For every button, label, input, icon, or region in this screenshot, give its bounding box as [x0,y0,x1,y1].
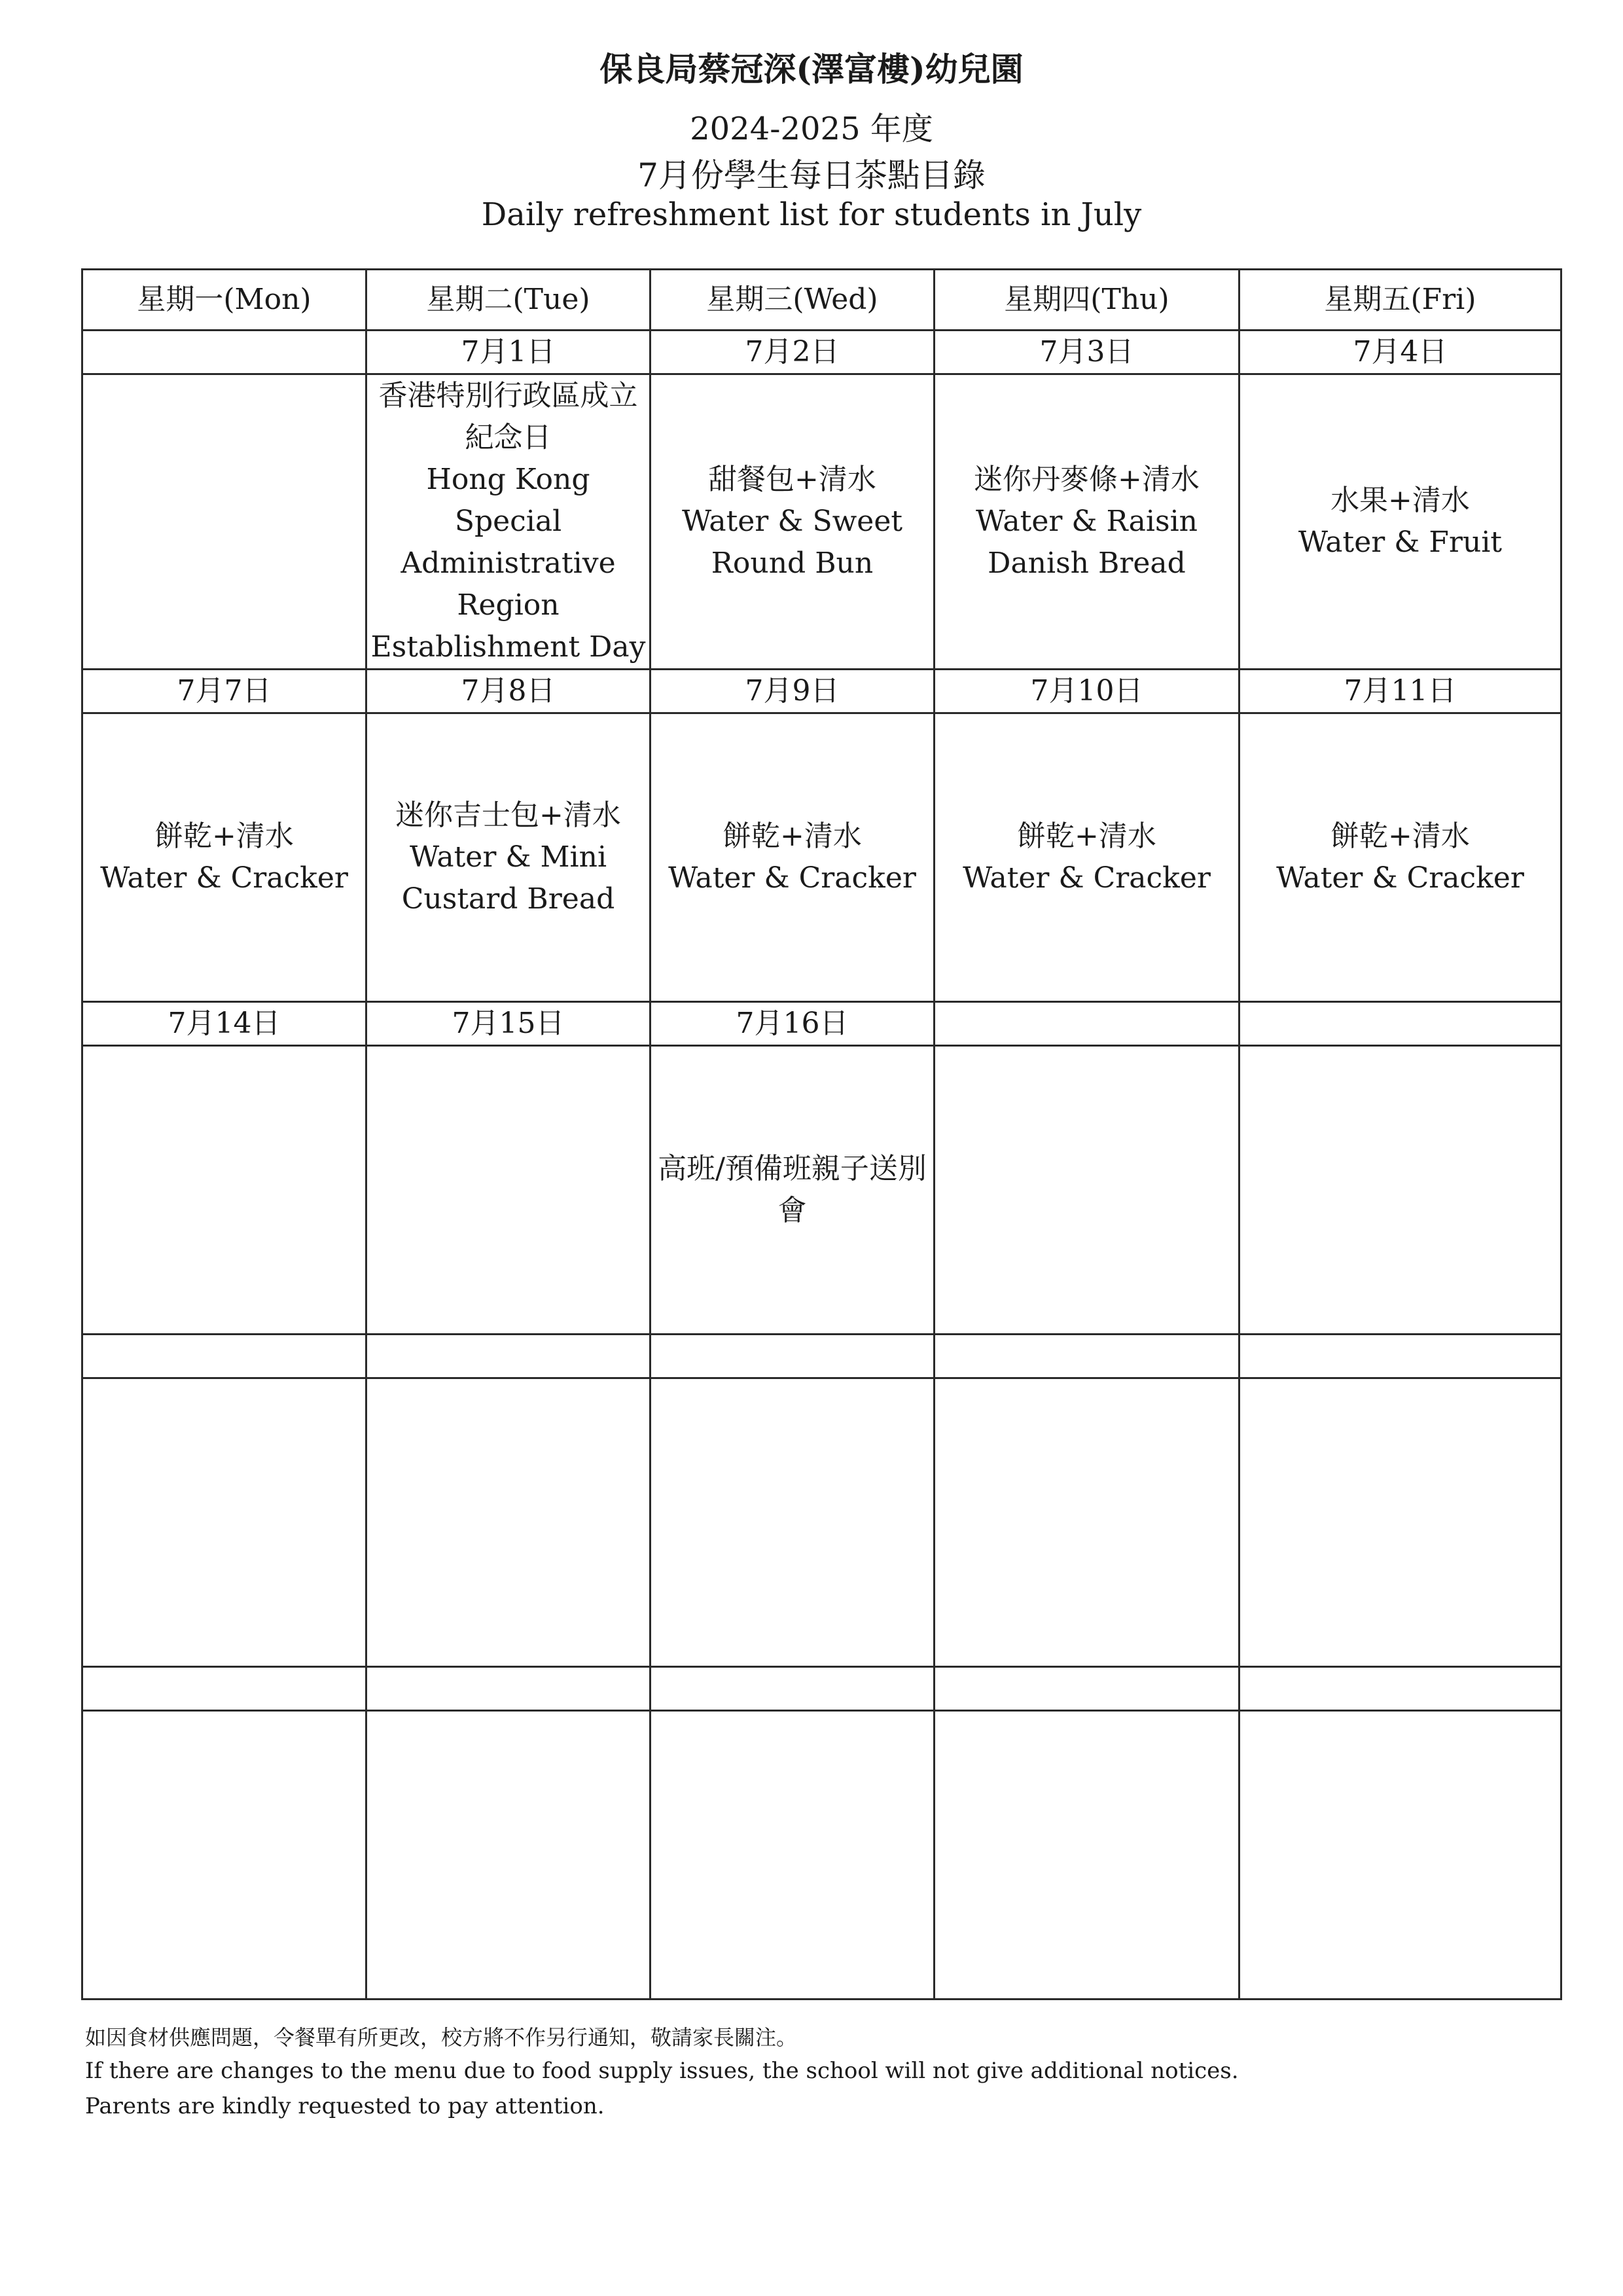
date-cell [935,1335,1240,1378]
date-cell [1240,1002,1561,1046]
menu-cell [366,1711,651,2000]
menu-row [82,1046,1561,1335]
title-chinese: 7月份學生每日茶點目錄 [637,156,986,194]
weekday-thu: 星期四(Thu) [935,270,1240,331]
date-cell [366,1335,651,1378]
menu-item-en: Water & Cracker [1276,861,1524,895]
school-name: 保良局蔡冠深(澤富樓)幼兒園 [599,50,1024,88]
weekday-wed: 星期三(Wed) [651,270,935,331]
date-cell [935,1002,1240,1046]
menu-cell [1240,1046,1561,1335]
menu-cell [82,374,366,670]
school-year: 2024-2025 年度 [690,111,933,147]
date-cell [1240,1667,1561,1711]
date-cell: 7月8日 [366,670,651,713]
menu-item-en: Water & Cracker [963,861,1211,895]
menu-cell [651,1378,935,1667]
date-cell [82,1335,366,1378]
menu-cell [651,374,935,670]
menu-cell [1240,713,1561,1002]
note-chinese: 如因食材供應問題，令餐單有所更改，校方將不作另行通知，敬請家長關注。 [85,2025,798,2050]
menu-cell [366,713,651,1002]
menu-cell [1240,1378,1561,1667]
menu-cell [935,1378,1240,1667]
weekday-header-row [82,270,1561,331]
menu-item-en: Water & Mini Custard Bread [401,840,615,916]
date-cell: 7月4日 [1240,331,1561,374]
menu-item-zh: 香港特別行政區成立紀念日 [378,379,638,454]
menu-row [82,1378,1561,1667]
weekday-mon: 星期一(Mon) [82,270,366,331]
date-cell [651,1667,935,1711]
date-row [82,1002,1561,1046]
menu-cell [82,1711,366,2000]
menu-item-en: Water & Cracker [668,861,916,895]
date-cell: 7月7日 [82,670,366,713]
weekday-tue: 星期二(Tue) [366,270,651,331]
date-cell: 7月15日 [366,1002,651,1046]
menu-item-en: Water & Raisin Danish Bread [976,505,1198,580]
menu-item-en: Hong Kong Special Administrative Region Establishment Day [370,463,646,664]
date-cell: 7月9日 [651,670,935,713]
date-cell: 7月11日 [1240,670,1561,713]
menu-item-zh: 甜餐包+清水 [708,463,876,496]
date-cell: 7月16日 [651,1002,935,1046]
date-cell [82,331,366,374]
menu-cell [82,1046,366,1335]
menu-cell [82,1378,366,1667]
date-cell: 7月14日 [82,1002,366,1046]
menu-item-zh: 餅乾+清水 [154,819,294,853]
note-english-line1: If there are changes to the menu due to food supply issues, the school will not give additional notices. [85,2058,1239,2084]
menu-item-zh: 迷你吉士包+清水 [395,798,621,832]
menu-item-zh: 迷你丹麥條+清水 [974,463,1200,496]
menu-cell [935,1046,1240,1335]
title-english: Daily refreshment list for students in July [481,196,1142,233]
date-cell: 7月10日 [935,670,1240,713]
note-english-line2: Parents are kindly requested to pay attention. [85,2093,605,2119]
date-cell [366,1667,651,1711]
menu-cell [366,1378,651,1667]
menu-item-zh: 高班/預備班親子送別會 [658,1152,927,1227]
date-row [82,331,1561,374]
menu-cell [1240,1711,1561,2000]
date-cell: 7月2日 [651,331,935,374]
menu-item-en: Water & Cracker [100,861,348,895]
weekday-fri: 星期五(Fri) [1240,270,1561,331]
menu-cell [935,1711,1240,2000]
menu-cell [651,1046,935,1335]
menu-row [82,374,1561,670]
menu-cell [935,374,1240,670]
menu-cell [935,713,1240,1002]
menu-cell [651,1711,935,2000]
date-row [82,1335,1561,1378]
menu-cell [651,713,935,1002]
date-cell [1240,1335,1561,1378]
menu-cell [366,374,651,670]
menu-item-zh: 水果+清水 [1330,484,1470,517]
refreshment-table [81,268,1562,2000]
date-cell: 7月1日 [366,331,651,374]
menu-row [82,713,1561,1002]
date-row [82,670,1561,713]
date-cell: 7月3日 [935,331,1240,374]
date-cell [935,1667,1240,1711]
menu-item-en: Water & Fruit [1298,526,1503,559]
menu-item-zh: 餅乾+清水 [1330,819,1470,853]
date-cell [651,1335,935,1378]
menu-cell [366,1046,651,1335]
menu-item-en: Water & Sweet Round Bun [681,505,903,580]
date-row [82,1667,1561,1711]
menu-item-zh: 餅乾+清水 [722,819,862,853]
date-cell [82,1667,366,1711]
menu-item-zh: 餅乾+清水 [1017,819,1156,853]
menu-cell [1240,374,1561,670]
menu-cell [82,713,366,1002]
menu-row [82,1711,1561,2000]
